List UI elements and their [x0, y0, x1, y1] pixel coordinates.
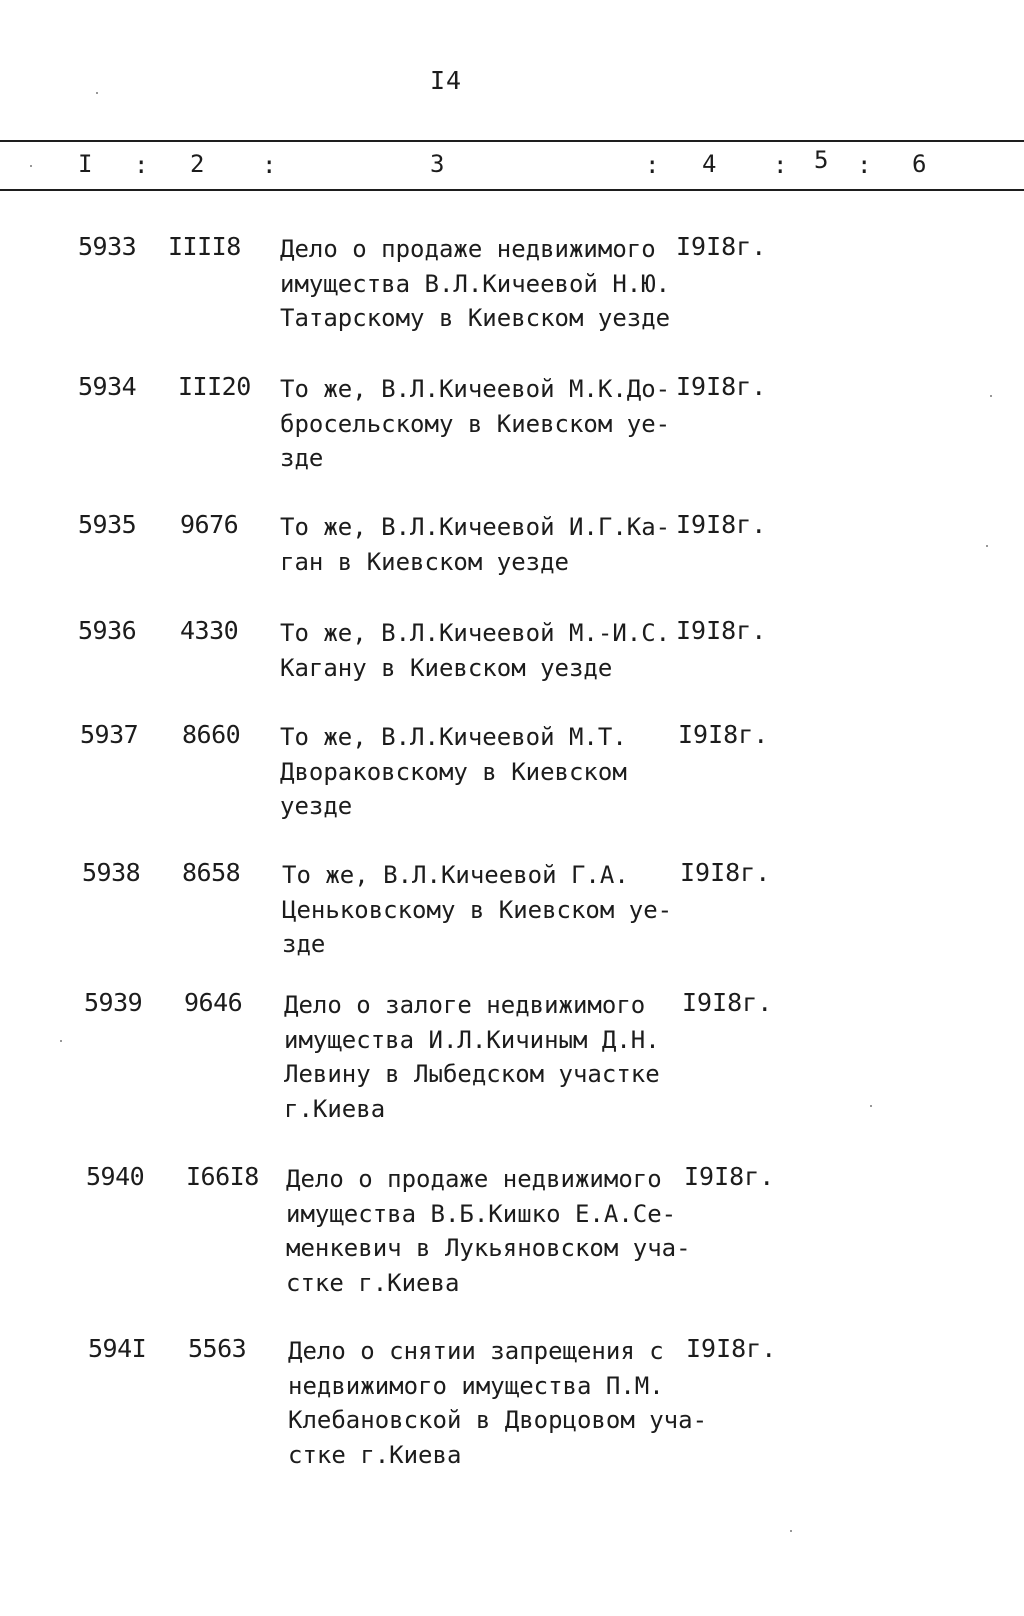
entry-description: [280, 372, 700, 476]
entry-number: 594I: [88, 1334, 147, 1363]
description-line: стке г.Киева: [288, 1440, 462, 1469]
entry-code: III20: [178, 372, 251, 401]
description-line: бросельскому в Киевском уе-: [280, 409, 671, 438]
description-line: То же, В.Л.Кичеевой М.Т.: [280, 723, 627, 751]
description-line: уезде: [280, 792, 353, 820]
column-header-2: 2: [190, 150, 205, 178]
description-line: Двораковскому в Киевском: [280, 757, 627, 786]
description-line: Клебановской в Дворцовом уча-: [288, 1406, 708, 1434]
description-line: Дело о снятии запрещения с: [288, 1337, 664, 1365]
description-line: То же, В.Л.Кичеевой Г.А.: [282, 861, 629, 889]
page-number: I4: [430, 66, 463, 95]
entry-number: 5936: [78, 616, 137, 645]
description-line: Левину в Лыбедском участке: [284, 1060, 660, 1088]
scan-speck: [870, 1105, 872, 1107]
scan-speck: [986, 545, 988, 547]
column-separator: :: [773, 151, 788, 179]
description-line: То же, В.Л.Кичеевой М.К.До-: [280, 375, 671, 403]
column-separator: :: [134, 151, 149, 179]
description-line: имущества В.Б.Кишко Е.А.Се-: [286, 1199, 677, 1228]
description-line: менкевич в Лукьяновском уча-: [286, 1234, 691, 1262]
entry-description: [286, 1162, 706, 1300]
scan-speck: [60, 1040, 62, 1042]
description-line: То же, В.Л.Кичеевой М.-И.С.: [280, 619, 671, 647]
entry-number: 5937: [80, 720, 139, 749]
entry-code: 5563: [188, 1334, 247, 1363]
entry-code: 8660: [182, 720, 241, 749]
description-line: стке г.Киева: [286, 1268, 460, 1297]
description-line: зде: [282, 930, 326, 958]
entry-code: 9646: [184, 988, 243, 1017]
entry-description: [284, 988, 704, 1126]
description-line: То же, В.Л.Кичеевой И.Г.Ка-: [280, 513, 671, 541]
header-rule-top: [0, 140, 1024, 142]
scan-speck: [30, 165, 32, 167]
entry-code: I66I8: [186, 1162, 259, 1191]
description-line: Дело о продаже недвижимого: [286, 1165, 662, 1193]
description-line: Дело о продаже недвижимого: [280, 235, 656, 263]
entry-year: I9I8г.: [684, 1162, 775, 1191]
description-line: ган в Киевском уезде: [280, 547, 569, 576]
column-header-1: I: [78, 150, 93, 178]
entry-code: 8658: [182, 858, 241, 887]
column-header-4: 4: [702, 150, 717, 178]
description-line: Кагану в Киевском уезде: [280, 653, 613, 682]
entry-code: 4330: [180, 616, 239, 645]
description-line: Татарскому в Киевском уезде: [280, 304, 671, 332]
column-header-5: 5: [814, 146, 829, 174]
entry-description: [280, 616, 700, 685]
description-line: Ценьковскому в Киевском уе-: [282, 895, 673, 924]
entry-year: I9I8г.: [680, 858, 771, 887]
entry-number: 5935: [78, 510, 137, 539]
entry-year: I9I8г.: [676, 510, 767, 539]
entry-year: I9I8г.: [686, 1334, 777, 1363]
description-line: имущества В.Л.Кичеевой Н.Ю.: [280, 269, 671, 298]
entry-year: I9I8г.: [676, 232, 767, 261]
description-line: имущества И.Л.Кичиным Д.Н.: [284, 1025, 660, 1054]
entry-year: I9I8г.: [676, 616, 767, 645]
entry-number: 5934: [78, 372, 137, 401]
entry-number: 5940: [86, 1162, 145, 1191]
description-line: недвижимого имущества П.М.: [288, 1371, 664, 1400]
column-separator: :: [645, 151, 660, 179]
entry-description: [282, 858, 702, 962]
description-line: Дело о залоге недвижимого: [284, 991, 646, 1019]
scan-speck: [96, 92, 98, 94]
description-line: г.Киева: [284, 1094, 386, 1123]
column-separator: :: [262, 151, 277, 179]
entry-description: [280, 510, 700, 579]
header-rule-bottom: [0, 189, 1024, 191]
scan-speck: [790, 1530, 792, 1532]
entry-year: I9I8г.: [682, 988, 773, 1017]
entry-code: IIII8: [168, 232, 241, 261]
entry-description: [280, 720, 700, 824]
entry-year: I9I8г.: [678, 720, 769, 749]
column-header-6: 6: [912, 150, 927, 178]
entry-year: I9I8г.: [676, 372, 767, 401]
column-separator: :: [857, 151, 872, 179]
entry-number: 5933: [78, 232, 137, 261]
entry-number: 5938: [82, 858, 141, 887]
description-line: зде: [280, 444, 324, 472]
scan-speck: [990, 395, 992, 397]
entry-code: 9676: [180, 510, 239, 539]
column-header-3: 3: [430, 150, 445, 178]
entry-number: 5939: [84, 988, 143, 1017]
entry-description: [280, 232, 700, 336]
entry-description: [288, 1334, 708, 1472]
